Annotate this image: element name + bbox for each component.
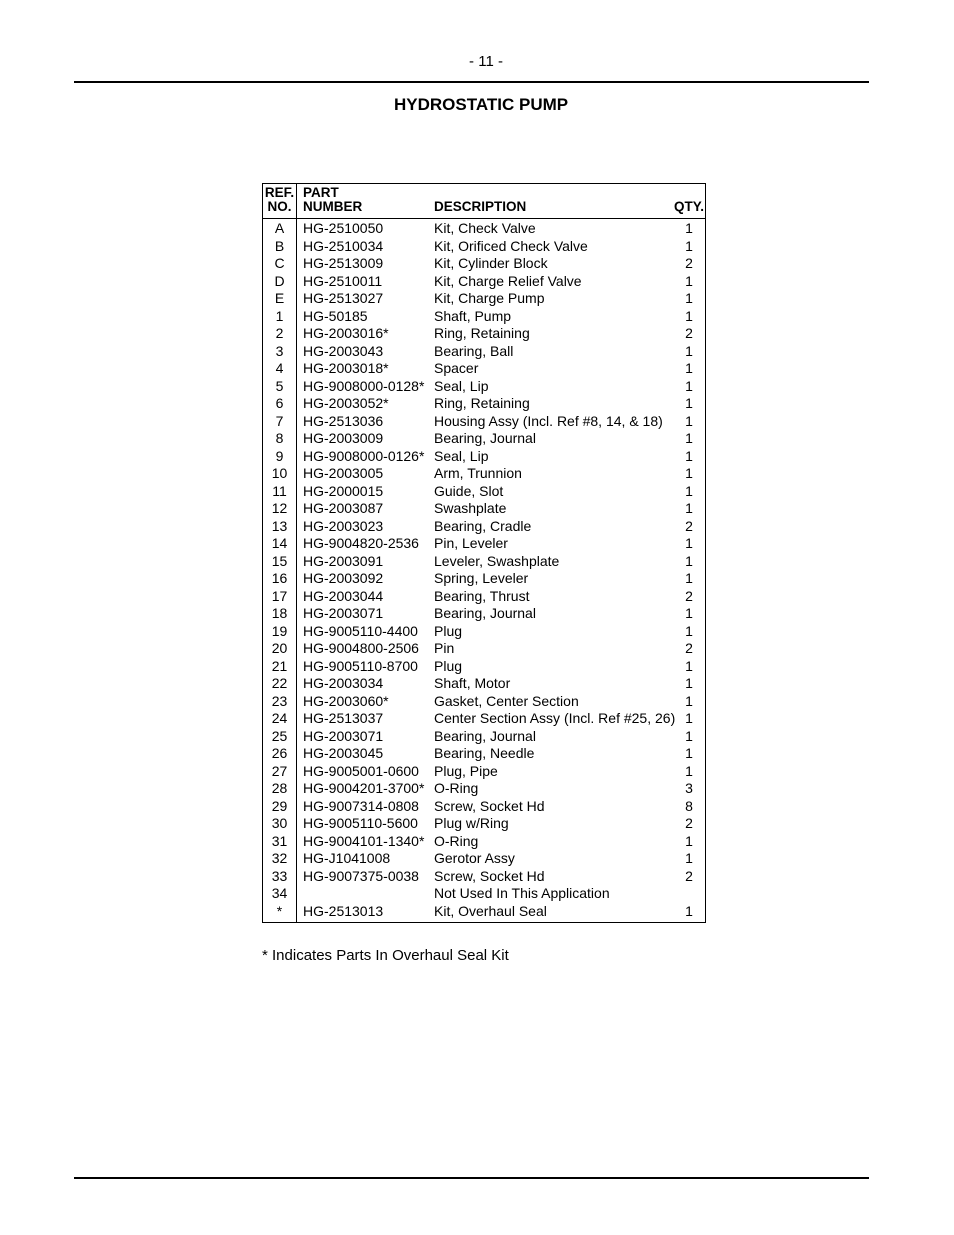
header-description: DESCRIPTION <box>434 199 527 214</box>
part-number-cell: HG-50185 <box>303 307 368 324</box>
part-number-cell: HG-9008000-0126* <box>303 447 425 464</box>
table-row <box>263 255 705 273</box>
part-number-cell: HG-2003043 <box>303 342 384 359</box>
ref-cell: 30 <box>271 815 288 831</box>
part-number-cell: HG-J1041008 <box>303 850 391 866</box>
ref-cell: A <box>274 220 285 236</box>
part-number-cell: HG-9005110-4400 <box>303 622 418 639</box>
qty-cell: 1 <box>685 675 693 691</box>
qty-cell: 1 <box>685 447 693 464</box>
table-row <box>263 395 705 413</box>
part-number-cell: HG-2003091 <box>303 552 384 569</box>
ref-cell: 26 <box>271 745 288 761</box>
part-number-cell: HG-2003044 <box>303 587 384 604</box>
description-cell: Shaft, Pump <box>434 307 512 324</box>
part-number-cell: HG-2000015 <box>303 482 384 499</box>
table-row <box>263 325 705 343</box>
table-row <box>263 238 705 256</box>
table-row <box>263 728 705 746</box>
ref-cell: 14 <box>271 535 288 551</box>
qty-cell: 1 <box>685 762 693 779</box>
qty-cell: 1 <box>685 272 693 289</box>
part-number-cell: HG-2003087 <box>303 500 384 516</box>
table-row <box>263 535 705 553</box>
qty-cell: 1 <box>685 360 693 376</box>
parts-table <box>262 183 706 923</box>
table-row <box>263 658 705 676</box>
ref-cell: 6 <box>275 395 284 411</box>
qty-cell: 1 <box>685 622 693 639</box>
ref-cell: C <box>274 255 285 271</box>
part-number-cell: HG-2003060* <box>303 692 389 709</box>
part-number-cell: HG-2003018* <box>303 360 389 376</box>
part-number-cell: HG-2003005 <box>303 465 384 481</box>
table-row <box>263 220 705 238</box>
page-number: - 11 - <box>469 53 503 70</box>
ref-cell: 32 <box>271 850 288 866</box>
table-row <box>263 360 705 378</box>
table-row <box>263 710 705 728</box>
table-row <box>263 378 705 396</box>
part-number-cell: HG-9008000-0128* <box>303 377 425 394</box>
table-body <box>263 219 705 920</box>
description-cell: Bearing, Journal <box>434 605 536 621</box>
part-number-cell: HG-9004101-1340* <box>303 832 425 849</box>
description-cell: Ring, Retaining <box>434 325 530 341</box>
table-row <box>263 518 705 536</box>
description-cell: Gasket, Center Section <box>434 692 579 709</box>
description-cell: Bearing, Thrust <box>434 587 530 604</box>
part-number-cell: HG-9007375-0038 <box>303 867 419 884</box>
description-cell: Swashplate <box>434 500 507 516</box>
description-cell: Arm, Trunnion <box>434 465 522 481</box>
header-ref-line2: NO. <box>267 199 292 214</box>
description-cell: Spring, Leveler <box>434 570 529 586</box>
part-number-cell: HG-2003092 <box>303 570 384 586</box>
table-row <box>263 815 705 833</box>
part-number-cell: HG-2510034 <box>303 237 384 254</box>
qty-cell: 1 <box>685 220 693 236</box>
description-cell: Screw, Socket Hd <box>434 867 545 884</box>
qty-cell: 1 <box>685 377 693 394</box>
header-qty: QTY. <box>673 199 704 214</box>
description-cell: Kit, Orificed Check Valve <box>434 237 588 254</box>
ref-cell: 9 <box>275 447 284 464</box>
description-cell: Bearing, Needle <box>434 745 535 761</box>
ref-cell: 23 <box>271 692 288 709</box>
ref-cell: 17 <box>271 587 288 604</box>
qty-cell: 2 <box>685 640 693 656</box>
qty-cell: 3 <box>685 780 693 796</box>
qty-cell: 1 <box>685 395 693 411</box>
table-row <box>263 693 705 711</box>
ref-cell: 33 <box>271 867 288 884</box>
part-number-cell: HG-2003052* <box>303 395 389 411</box>
ref-cell: 31 <box>271 832 288 849</box>
part-number-cell: HG-2513036 <box>303 412 384 429</box>
header-part-number <box>303 186 362 214</box>
ref-cell: 19 <box>271 622 288 639</box>
header-ref-line1: REF. <box>264 185 295 200</box>
description-cell: Bearing, Cradle <box>434 517 532 534</box>
qty-cell: 1 <box>685 570 693 586</box>
part-number-cell: HG-2003071 <box>303 727 384 744</box>
description-cell: Plug <box>434 622 463 639</box>
part-number-cell: HG-9005110-8700 <box>303 657 418 674</box>
qty-cell: 2 <box>685 587 693 604</box>
table-header <box>263 184 705 219</box>
qty-cell: 1 <box>685 535 693 551</box>
qty-cell: 1 <box>685 745 693 761</box>
ref-cell: 1 <box>275 307 284 324</box>
ref-cell: 2 <box>275 325 284 341</box>
table-row <box>263 623 705 641</box>
footnote: * Indicates Parts In Overhaul Seal Kit <box>262 947 509 964</box>
ref-cell: 13 <box>271 517 288 534</box>
table-row <box>263 675 705 693</box>
part-number-cell: HG-2513013 <box>303 902 384 919</box>
ref-cell: 12 <box>271 500 288 516</box>
description-cell: Pin <box>434 640 455 656</box>
ref-cell: 18 <box>271 605 288 621</box>
page-title: HYDROSTATIC PUMP <box>394 95 569 114</box>
ref-cell: 27 <box>271 762 288 779</box>
description-cell: Kit, Cylinder Block <box>434 255 548 271</box>
description-cell: Housing Assy (Incl. Ref #8, 14, & 18) <box>434 412 663 429</box>
part-number-cell: HG-9004201-3700* <box>303 780 425 796</box>
qty-cell: 2 <box>685 325 693 341</box>
description-cell: Not Used In This Application <box>434 885 610 901</box>
description-cell: Ring, Retaining <box>434 395 530 411</box>
ref-cell: B <box>274 237 285 254</box>
description-cell: Seal, Lip <box>434 447 489 464</box>
part-number-cell: HG-2003009 <box>303 430 384 446</box>
ref-cell: D <box>274 272 285 289</box>
table-row <box>263 763 705 781</box>
ref-cell: 25 <box>271 727 288 744</box>
description-cell: Shaft, Motor <box>434 675 511 691</box>
description-cell: Plug w/Ring <box>434 815 509 831</box>
qty-cell: 1 <box>685 465 693 481</box>
qty-cell: 8 <box>685 797 693 814</box>
qty-cell: 1 <box>685 500 693 516</box>
description-cell: Kit, Check Valve <box>434 220 536 236</box>
description-cell: Plug <box>434 657 463 674</box>
table-row <box>263 290 705 308</box>
description-cell: Bearing, Journal <box>434 727 536 744</box>
table-row <box>263 308 705 326</box>
table-row <box>263 885 705 903</box>
ref-cell: * <box>276 902 283 919</box>
table-row <box>263 570 705 588</box>
ref-cell: 22 <box>271 675 288 691</box>
description-cell: Gerotor Assy <box>434 850 515 866</box>
part-number-cell: HG-2513037 <box>303 710 384 726</box>
ref-cell: 7 <box>275 412 284 429</box>
table-row <box>263 448 705 466</box>
description-cell: Kit, Charge Pump <box>434 290 545 306</box>
description-cell: O-Ring <box>434 780 479 796</box>
qty-cell: 1 <box>685 290 693 306</box>
bottom-divider <box>74 1177 869 1179</box>
ref-cell: 34 <box>271 885 288 901</box>
qty-cell: 2 <box>685 815 693 831</box>
table-row <box>263 640 705 658</box>
table-row <box>263 745 705 763</box>
qty-cell: 1 <box>685 657 693 674</box>
ref-cell: 3 <box>275 342 284 359</box>
description-cell: Plug, Pipe <box>434 762 498 779</box>
table-row <box>263 343 705 361</box>
qty-cell: 1 <box>685 850 693 866</box>
table-row <box>263 588 705 606</box>
qty-cell: 1 <box>685 605 693 621</box>
ref-cell: E <box>274 290 285 306</box>
qty-cell: 1 <box>685 902 693 919</box>
header-part-line1: PART <box>303 185 339 200</box>
table-row <box>263 868 705 886</box>
ref-cell: 28 <box>271 780 288 796</box>
description-cell: O-Ring <box>434 832 479 849</box>
part-number-cell: HG-2003045 <box>303 745 384 761</box>
table-row <box>263 850 705 868</box>
description-cell: Kit, Charge Relief Valve <box>434 272 582 289</box>
ref-cell: 24 <box>271 710 288 726</box>
part-number-cell: HG-9007314-0808 <box>303 797 419 814</box>
table-row <box>263 553 705 571</box>
qty-cell: 1 <box>685 832 693 849</box>
part-number-cell: HG-2003023 <box>303 517 384 534</box>
part-number-cell: HG-9004820-2536 <box>303 535 419 551</box>
ref-cell: 29 <box>271 797 288 814</box>
description-cell: Seal, Lip <box>434 377 489 394</box>
ref-cell: 20 <box>271 640 288 656</box>
ref-cell: 8 <box>275 430 284 446</box>
qty-cell: 1 <box>685 727 693 744</box>
part-number-cell: HG-9005001-0600 <box>303 762 419 779</box>
ref-cell: 16 <box>271 570 288 586</box>
part-number-cell: HG-2513027 <box>303 290 384 306</box>
description-cell: Leveler, Swashplate <box>434 552 560 569</box>
table-row <box>263 798 705 816</box>
qty-cell: 1 <box>685 342 693 359</box>
description-cell: Pin, Leveler <box>434 535 508 551</box>
table-row <box>263 833 705 851</box>
qty-cell: 1 <box>685 552 693 569</box>
qty-cell: 1 <box>685 692 693 709</box>
part-number-cell: HG-2510011 <box>303 272 383 289</box>
description-cell: Kit, Overhaul Seal <box>434 902 547 919</box>
ref-cell: 21 <box>271 657 288 674</box>
ref-cell: 10 <box>271 465 288 481</box>
header-part-line2: NUMBER <box>303 199 363 214</box>
qty-cell: 1 <box>685 307 693 324</box>
description-cell: Spacer <box>434 360 479 376</box>
description-cell: Screw, Socket Hd <box>434 797 545 814</box>
part-number-cell: HG-9005110-5600 <box>303 815 418 831</box>
description-cell: Guide, Slot <box>434 482 504 499</box>
table-row <box>263 465 705 483</box>
part-number-cell: HG-2003034 <box>303 675 384 691</box>
table-row <box>263 903 705 921</box>
qty-cell: 2 <box>685 867 693 884</box>
ref-cell: 5 <box>275 377 284 394</box>
description-cell: Bearing, Ball <box>434 342 514 359</box>
ref-cell: 11 <box>272 482 287 499</box>
qty-cell: 1 <box>685 430 693 446</box>
qty-cell: 1 <box>685 237 693 254</box>
qty-cell: 2 <box>685 517 693 534</box>
part-number-cell: HG-2513009 <box>303 255 384 271</box>
header-ref-no <box>263 186 296 214</box>
part-number-cell: HG-2003071 <box>303 605 384 621</box>
qty-cell: 1 <box>685 412 693 429</box>
table-row <box>263 780 705 798</box>
part-number-cell: HG-9004800-2506 <box>303 640 419 656</box>
ref-cell: 4 <box>275 360 284 376</box>
table-row <box>263 413 705 431</box>
qty-cell: 1 <box>685 710 693 726</box>
qty-cell: 1 <box>685 482 693 499</box>
table-row <box>263 430 705 448</box>
table-row <box>263 273 705 291</box>
qty-cell: 2 <box>685 255 693 271</box>
part-number-cell: HG-2510050 <box>303 220 384 236</box>
description-cell: Center Section Assy (Incl. Ref #25, 26) <box>434 710 676 726</box>
table-row <box>263 605 705 623</box>
part-number-cell: HG-2003016* <box>303 325 389 341</box>
table-row <box>263 483 705 501</box>
table-row <box>263 500 705 518</box>
ref-cell: 15 <box>271 552 288 569</box>
description-cell: Bearing, Journal <box>434 430 536 446</box>
top-divider <box>74 81 869 83</box>
